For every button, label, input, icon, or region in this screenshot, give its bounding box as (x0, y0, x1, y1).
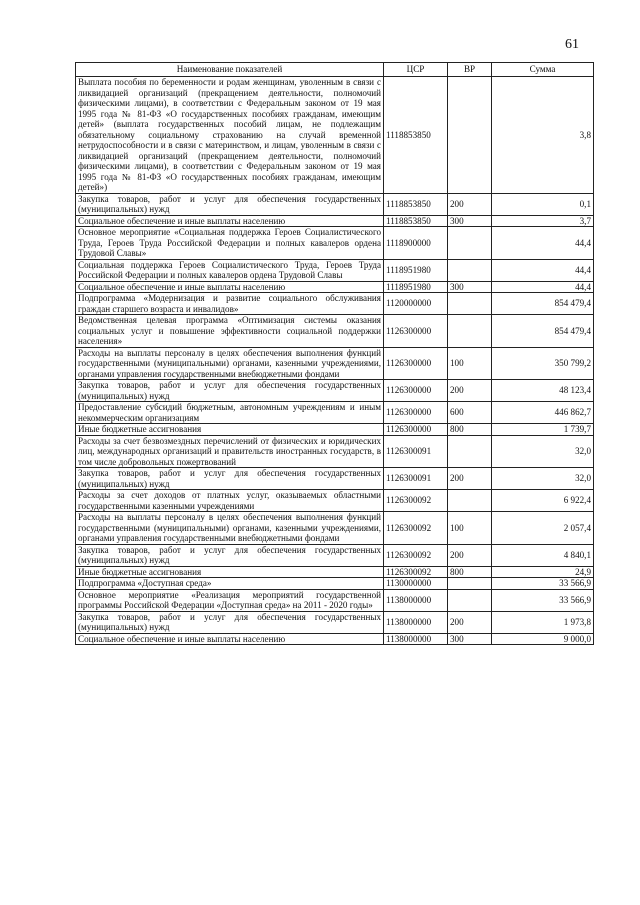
row-sum: 9 000,0 (492, 633, 594, 645)
table-row (76, 435, 594, 468)
row-name: Социальное обеспечение и иные выплаты населению (76, 215, 384, 227)
row-vr: 300 (448, 633, 492, 645)
header-name: Наименование показателей (76, 63, 384, 77)
table-row (76, 193, 594, 215)
row-name: Социальная поддержка Героев Социалистического Труда, Героев Труда Российской Федерации и полных кавалеров ордена Трудовой Славы (76, 259, 384, 281)
row-csr: 1118853850 (384, 215, 448, 227)
row-csr: 1118853850 (384, 77, 448, 194)
table-row (76, 578, 594, 590)
row-name: Предоставление субсидий бюджетным, автономным учреждениям и иным некоммерческим организациям (76, 402, 384, 424)
row-name: Расходы за счет безвозмездных перечислений от физических и юридических лиц, международных организаций и правительств иностранных государств, в том числе добровольных пожертвований (76, 435, 384, 468)
row-name: Закупка товаров, работ и услуг для обеспечения государственных (муниципальных) нужд (76, 193, 384, 215)
row-name: Социальное обеспечение и иные выплаты населению (76, 633, 384, 645)
row-name: Выплата пособия по беременности и родам женщинам, уволенным в связи с ликвидацией организаций (прекращением деятельности, полномочий физическими лицами), в соответствии с Федеральным законом от 19 мая 1995 года № 81-ФЗ «О государственных пособиях гражданам, имеющим детей» (выплата государственных пособий лицам, не подлежащим обязательному социальному страхованию на случай временной нетрудоспособности и в связи с материнством, и лицам, уволенным в связи с ликвидацией организаций (прекращением деятельности, полномочий физическими лицами), в соответствии с Федеральным законом от 19 мая 1995 года № 81-ФЗ «О государственных пособиях гражданам, имеющим детей») (76, 77, 384, 194)
row-sum: 6 922,4 (492, 490, 594, 512)
row-vr (448, 435, 492, 468)
table-row (76, 215, 594, 227)
table-row (76, 259, 594, 281)
row-sum: 0,1 (492, 193, 594, 215)
table-row (76, 566, 594, 578)
row-csr: 1126300000 (384, 315, 448, 348)
row-name: Расходы за счет доходов от платных услуг, оказываемых областными государственными казенными учреждениями (76, 490, 384, 512)
row-csr: 1126300092 (384, 490, 448, 512)
row-csr: 1118951980 (384, 281, 448, 293)
row-sum: 854 479,4 (492, 315, 594, 348)
table-row (76, 402, 594, 424)
row-vr (448, 293, 492, 315)
table-row (76, 293, 594, 315)
table-row (76, 315, 594, 348)
budget-table (75, 62, 594, 645)
row-name: Расходы на выплаты персоналу в целях обеспечения выполнения функций государственными (муниципальными) органами, казенными учреждениями, органами управления государственными внебюджетными фондами (76, 347, 384, 380)
row-csr: 1130000000 (384, 578, 448, 590)
table-row (76, 281, 594, 293)
table-row (76, 512, 594, 545)
row-vr (448, 578, 492, 590)
row-csr: 1126300091 (384, 468, 448, 490)
table-row (76, 468, 594, 490)
row-csr: 1126300092 (384, 566, 448, 578)
row-csr: 1118900000 (384, 227, 448, 260)
table-row (76, 424, 594, 436)
row-csr: 1126300092 (384, 544, 448, 566)
row-sum: 446 862,7 (492, 402, 594, 424)
row-sum: 48 123,4 (492, 380, 594, 402)
row-name: Подпрограмма «Модернизация и развитие социального обслуживания граждан старшего возраста и инвалидов» (76, 293, 384, 315)
row-name: Подпрограмма «Доступная среда» (76, 578, 384, 590)
row-name: Ведомственная целевая программа «Оптимизация системы оказания социальных услуг и повышение эффективности социальной поддержки населения» (76, 315, 384, 348)
table-row (76, 77, 594, 194)
row-csr: 1126300000 (384, 424, 448, 436)
table-row (76, 633, 594, 645)
row-sum: 2 057,4 (492, 512, 594, 545)
row-vr: 200 (448, 193, 492, 215)
row-csr: 1118853850 (384, 193, 448, 215)
row-vr: 800 (448, 566, 492, 578)
row-name: Закупка товаров, работ и услуг для обеспечения государственных (муниципальных) нужд (76, 380, 384, 402)
row-name: Закупка товаров, работ и услуг для обеспечения государственных (муниципальных) нужд (76, 611, 384, 633)
row-name: Расходы на выплаты персоналу в целях обеспечения выполнения функций государственными (муниципальными) органами, казенными учреждениями, органами управления государственными внебюджетными фондами (76, 512, 384, 545)
page-number: 61 (565, 37, 579, 52)
table-row (76, 544, 594, 566)
row-vr: 200 (448, 544, 492, 566)
header-vr: ВР (448, 63, 492, 77)
row-csr: 1126300000 (384, 380, 448, 402)
row-vr (448, 227, 492, 260)
row-vr: 100 (448, 347, 492, 380)
row-sum: 33 566,9 (492, 578, 594, 590)
row-sum: 4 840,1 (492, 544, 594, 566)
row-vr: 100 (448, 512, 492, 545)
row-sum: 32,0 (492, 468, 594, 490)
row-name: Социальное обеспечение и иные выплаты населению (76, 281, 384, 293)
row-vr: 300 (448, 215, 492, 227)
row-sum: 33 566,9 (492, 589, 594, 611)
table-row (76, 589, 594, 611)
row-sum: 3,8 (492, 77, 594, 194)
row-name: Иные бюджетные ассигнования (76, 424, 384, 436)
row-name: Основное мероприятие «Реализация мероприятий государственной программы Российской Федерации «Доступная среда» на 2011 - 2020 годы» (76, 589, 384, 611)
row-vr (448, 259, 492, 281)
row-vr: 200 (448, 380, 492, 402)
row-csr: 1118951980 (384, 259, 448, 281)
row-vr: 200 (448, 468, 492, 490)
row-sum: 1 973,8 (492, 611, 594, 633)
row-sum: 3,7 (492, 215, 594, 227)
row-sum: 44,4 (492, 281, 594, 293)
row-csr: 1126300000 (384, 402, 448, 424)
row-sum: 854 479,4 (492, 293, 594, 315)
row-vr: 200 (448, 611, 492, 633)
row-csr: 1126300000 (384, 347, 448, 380)
row-name: Основное мероприятие «Социальная поддержка Героев Социалистического Труда, Героев Труда Российской Федерации и полных кавалеров ордена Трудовой Славы» (76, 227, 384, 260)
table-row (76, 490, 594, 512)
row-vr (448, 589, 492, 611)
row-csr: 1138000000 (384, 633, 448, 645)
row-csr: 1120000000 (384, 293, 448, 315)
row-vr: 300 (448, 281, 492, 293)
row-sum: 44,4 (492, 227, 594, 260)
header-csr: ЦСР (384, 63, 448, 77)
row-csr: 1126300092 (384, 512, 448, 545)
row-name: Иные бюджетные ассигнования (76, 566, 384, 578)
table-row (76, 611, 594, 633)
row-sum: 1 739,7 (492, 424, 594, 436)
row-csr: 1138000000 (384, 589, 448, 611)
row-csr: 1138000000 (384, 611, 448, 633)
table-header-row (76, 63, 594, 77)
row-vr (448, 315, 492, 348)
table-row (76, 227, 594, 260)
row-vr: 600 (448, 402, 492, 424)
row-name: Закупка товаров, работ и услуг для обеспечения государственных (муниципальных) нужд (76, 544, 384, 566)
row-name: Закупка товаров, работ и услуг для обеспечения государственных (муниципальных) нужд (76, 468, 384, 490)
row-sum: 32,0 (492, 435, 594, 468)
row-sum: 24,9 (492, 566, 594, 578)
table-row (76, 347, 594, 380)
header-sum: Сумма (492, 63, 594, 77)
row-vr: 800 (448, 424, 492, 436)
row-vr (448, 77, 492, 194)
table-row (76, 380, 594, 402)
row-sum: 350 799,2 (492, 347, 594, 380)
row-vr (448, 490, 492, 512)
row-sum: 44,4 (492, 259, 594, 281)
row-csr: 1126300091 (384, 435, 448, 468)
